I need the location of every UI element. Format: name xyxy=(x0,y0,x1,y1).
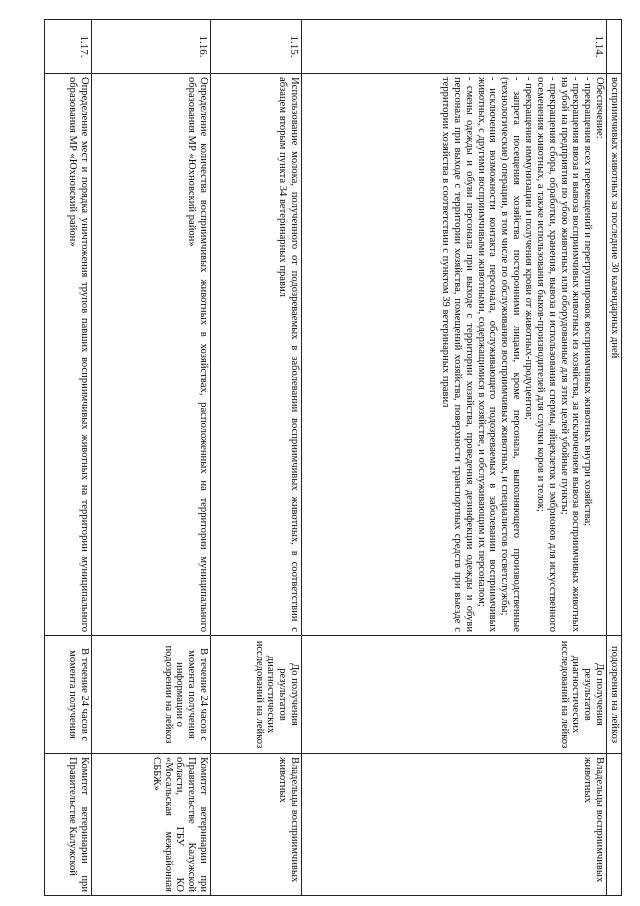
cell-measure: восприимчивых животных за последние 30 календарных дней xyxy=(607,74,622,636)
cell-number: 1.15. xyxy=(211,20,302,74)
cell-number xyxy=(607,20,622,74)
measure-intro: Обеспечение: xyxy=(594,77,606,139)
cell-measure: Определение мест и порядка уничтожения трупов павших восприимчивых животных на территории муниципального образования МР «Юхновский район» xyxy=(45,74,92,636)
table-row-1-15 xyxy=(211,20,302,896)
cell-measure xyxy=(302,74,607,636)
list-item: - исключения возможности контакта персонала, обслуживающего подозреваемых в заболевании восприимчивых животных, с другими восприимчивыми животными, содержащимися в хозяйстве, и обслуживающим их персоналом; xyxy=(475,77,499,632)
measures-table xyxy=(44,19,622,896)
cell-responsible: Владельцы восприимчивых животных xyxy=(211,754,302,896)
table-row-continuation xyxy=(607,20,622,896)
cell-number: 1.14. xyxy=(302,20,607,74)
list-item: - прекращения иммунизации и получения крови от животных-продуцентов; xyxy=(522,77,534,420)
list-item: - прекращения всех перемещений и перегруппировок восприимчивых животных внутри хозяйства; xyxy=(582,77,594,527)
cell-measure: Определение количества восприимчивых животных в хозяйствах, расположенных на территории муниципального образования МР «Юхновский район» xyxy=(92,74,211,636)
cell-term: До получения результатов диагностических исследований на лейкоз xyxy=(211,636,302,754)
list-item: - запрета посещения хозяйства посторонними лицами, кроме персонала, выполняющего производственные (технологические) операции, в том числе по обслуживанию восприимчивых животных, и специалистов госветслужбы; xyxy=(499,77,523,632)
measure-items-list xyxy=(439,77,593,632)
cell-number: 1.17. xyxy=(45,20,92,74)
table-row-1-16 xyxy=(92,20,211,896)
cell-term: подозрения на лейкоз xyxy=(607,636,622,754)
list-item: - прекращения сбора, обработки, хранения, вывоза и использования спермы, яйцеклеток и эмбрионов для искусственного осеменения животных, а также использования быков-производителей для случки коров и телок; xyxy=(534,77,558,632)
cell-responsible: Владельцы восприимчивых животных xyxy=(302,754,607,896)
table-row-1-17 xyxy=(45,20,92,896)
cell-responsible xyxy=(607,754,622,896)
cell-term: До получения результатов диагностических исследований на лейкоз xyxy=(302,636,607,754)
list-item: - прекращения ввоза и вывоза восприимчивых животных из хозяйства, за исключением вывоза восприимчивых животных на убой на предприятия по убою животных или оборудованные для этих целей убойные пункты; xyxy=(558,77,582,632)
cell-measure: Использование молока, полученного от подозреваемых в заболевании восприимчивых животных, в соответствии с абзацем вторым пункта 34 ветеринарных правил xyxy=(211,74,302,636)
table-row-1-14 xyxy=(302,20,607,896)
cell-term: В течение 24 часов с момента получения xyxy=(45,636,92,754)
cell-number: 1.16. xyxy=(92,20,211,74)
list-item: - смены одежды и обуви персонала при выходе с территории хозяйства, проведения дезинфекции одежды и обуви персонала при выходе с территории хозяйства, помещений хозяйства, поверхности транспортных средств при выезде с территории хозяйства в соответствии с пунктом 39 ветеринарных правил xyxy=(439,77,475,632)
cell-responsible: Комитет ветеринарии при Правительстве Калужской области, ГБУ КО «Мосальская межрайонная СББЖ» xyxy=(92,754,211,896)
cell-term: В течение 24 часов с момента получения информации о подозрении на лейкоз xyxy=(92,636,211,754)
cell-responsible: Комитет ветеринарии при Правительстве Калужской xyxy=(45,754,92,896)
